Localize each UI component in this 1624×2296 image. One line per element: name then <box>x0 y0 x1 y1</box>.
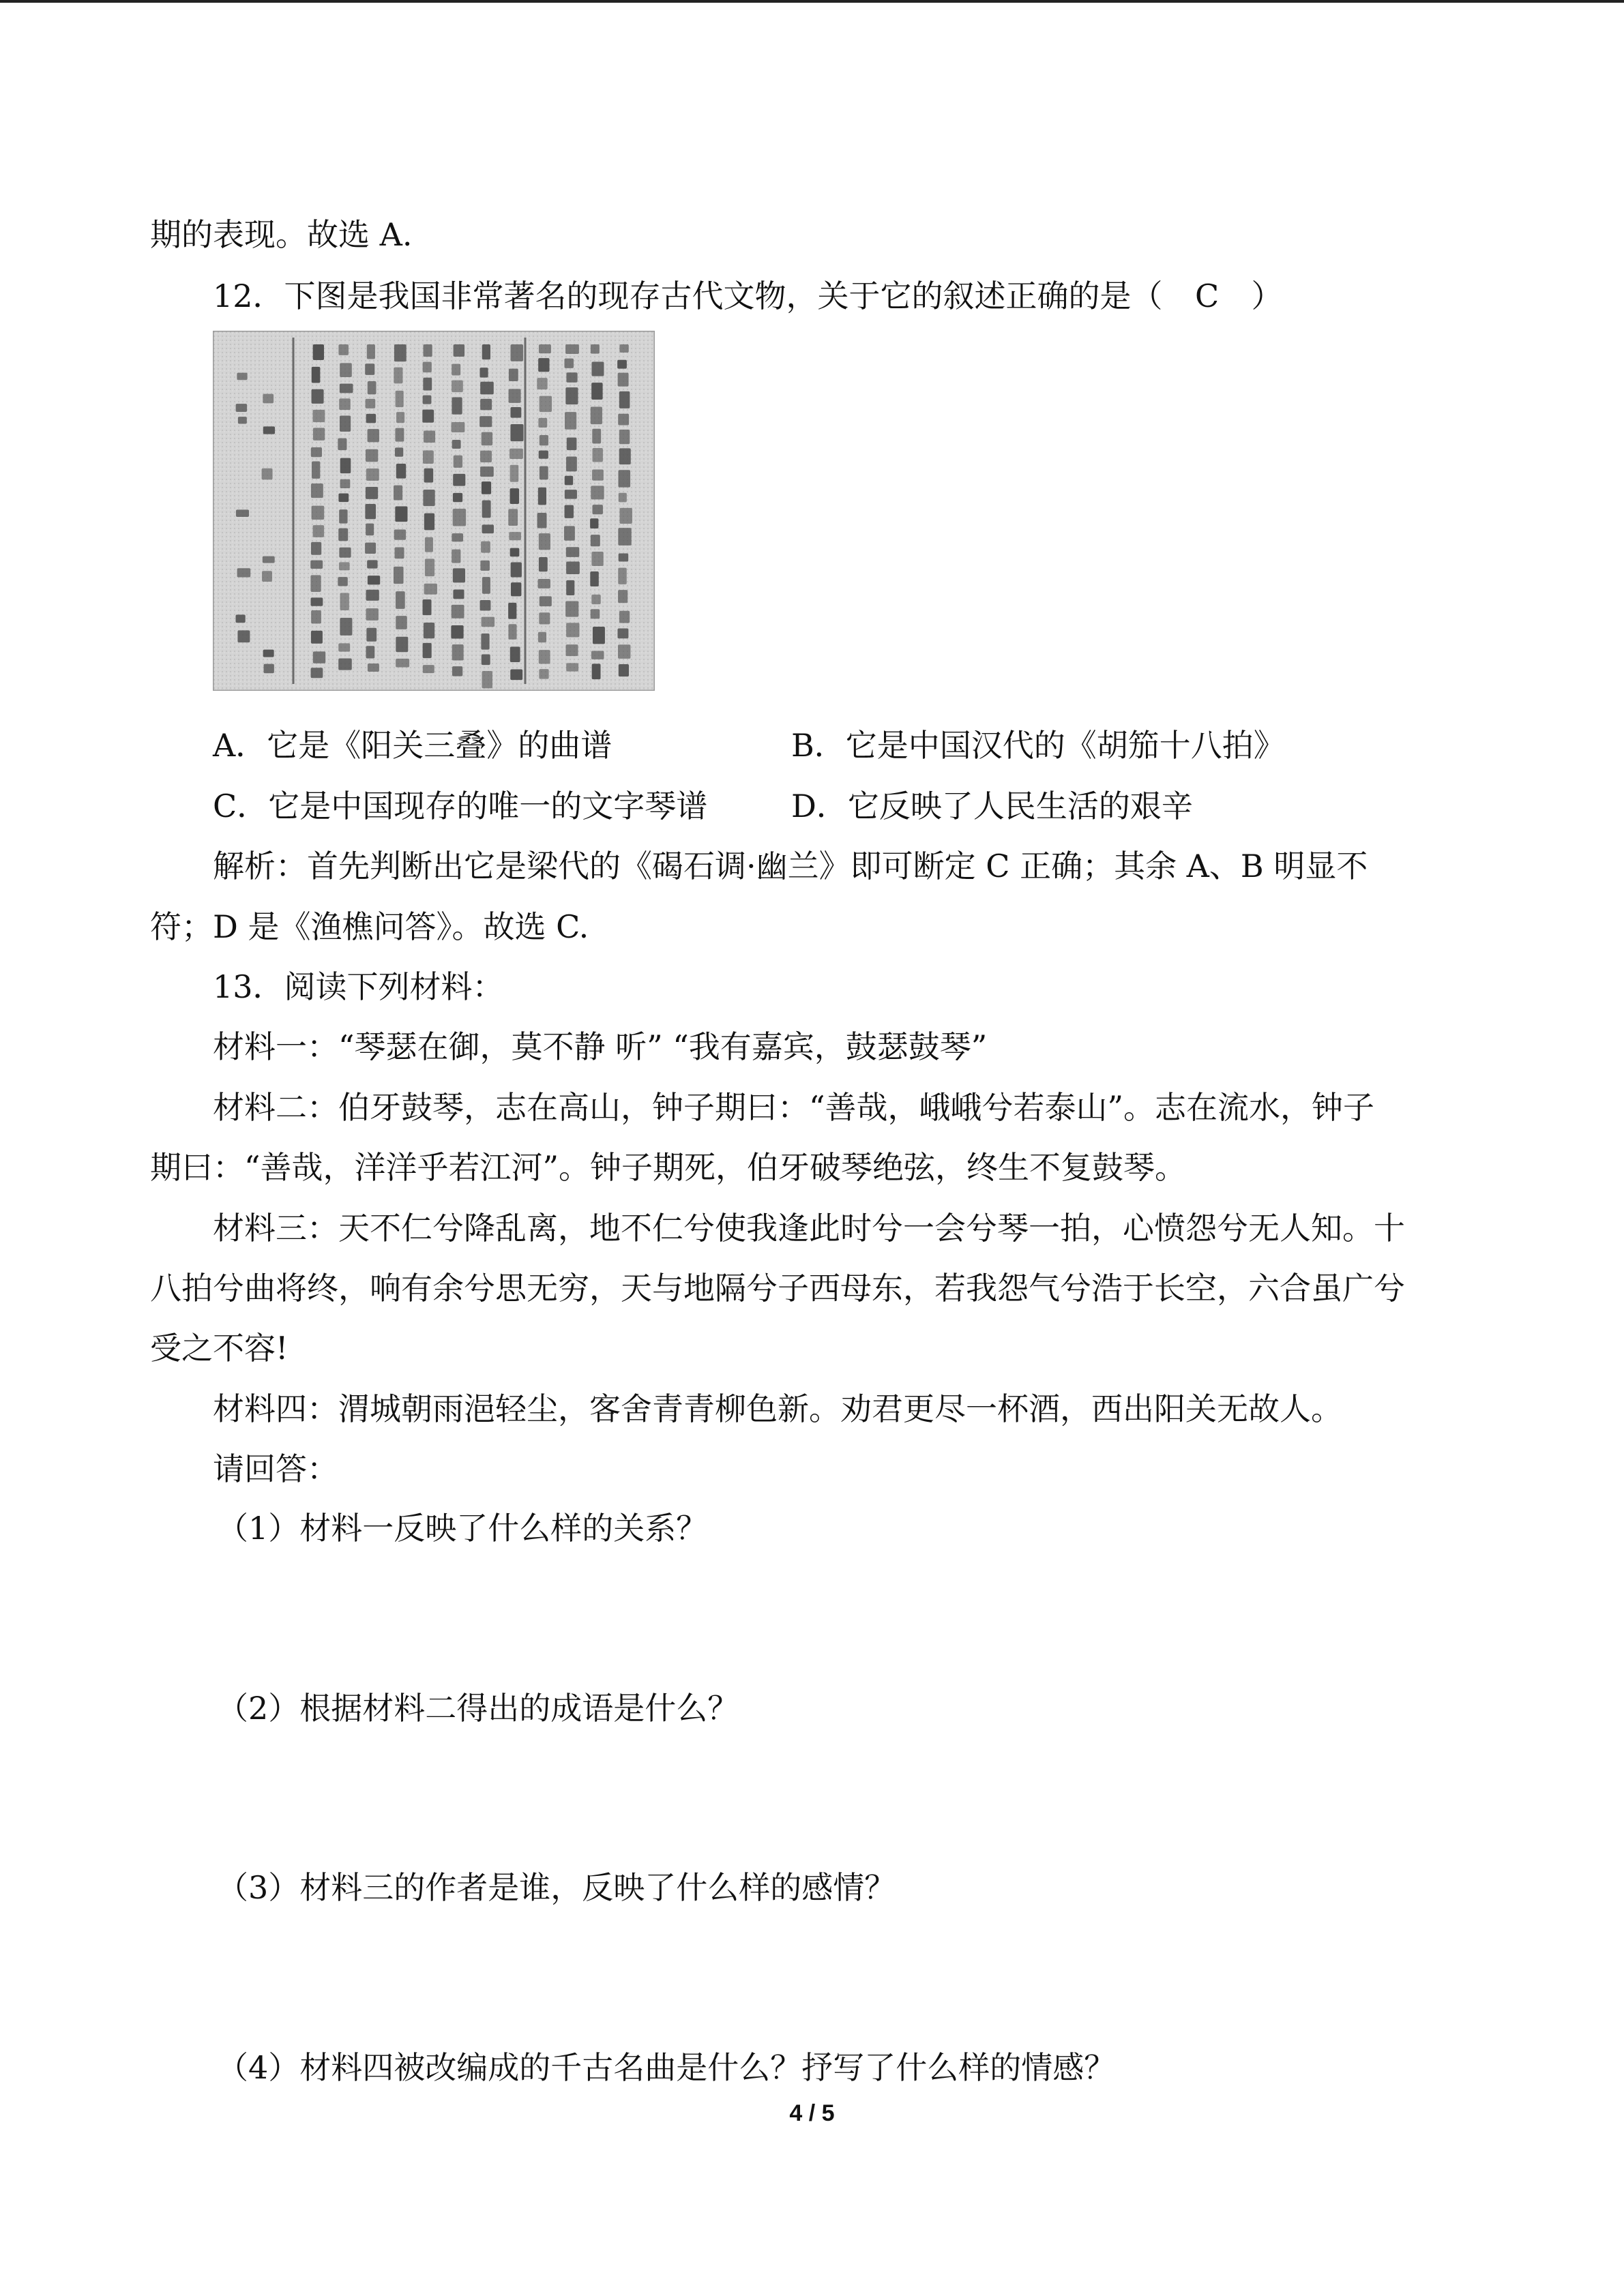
manuscript-glyph <box>454 344 464 357</box>
manuscript-glyph <box>368 576 380 584</box>
manuscript-glyph <box>508 624 516 640</box>
manuscript-glyph <box>480 382 494 395</box>
manuscript-glyph <box>424 344 432 357</box>
question-13-stem: 13．阅读下列材料： <box>213 968 504 1005</box>
manuscript-glyph <box>338 577 347 586</box>
manuscript-glyph <box>619 554 628 562</box>
prev-answer-line: 期的表现。故选 A. <box>150 216 413 253</box>
manuscript-glyph <box>591 344 600 354</box>
manuscript-glyph <box>396 464 406 479</box>
manuscript-glyph <box>565 476 573 486</box>
manuscript-glyph <box>619 508 632 524</box>
manuscript-glyph <box>395 428 404 442</box>
manuscript-glyph <box>510 465 519 482</box>
material-2-line-1: 材料二：伯牙鼓琴，志在高山，钟子期曰：“善哉，峨峨兮若泰山”。志在流水，钟子 <box>213 1089 1375 1126</box>
manuscript-glyph <box>592 505 602 514</box>
manuscript-glyph <box>566 663 578 671</box>
manuscript-glyph <box>262 571 272 582</box>
manuscript-glyph <box>396 637 408 653</box>
manuscript-glyph <box>482 432 492 446</box>
manuscript-glyph <box>366 646 375 658</box>
manuscript-glyph <box>539 669 548 679</box>
manuscript-glyph <box>396 412 404 423</box>
manuscript-glyph <box>482 481 491 494</box>
manuscript-glyph <box>313 525 325 537</box>
manuscript-glyph <box>340 415 351 432</box>
material-4: 材料四：渭城朝雨浥轻尘，客舍青青柳色新。劝君更尽一杯酒，西出阳关无故人。 <box>213 1390 1342 1427</box>
manuscript-glyph <box>366 468 379 481</box>
manuscript-glyph <box>394 530 406 540</box>
manuscript-glyph <box>238 417 247 423</box>
manuscript-glyph <box>338 528 348 541</box>
manuscript-glyph <box>452 550 460 563</box>
manuscript-glyph <box>566 457 577 472</box>
material-3-line-3: 受之不容! <box>150 1330 289 1367</box>
question-12-close-paren: ） <box>1251 278 1283 314</box>
manuscript-glyph <box>394 344 407 361</box>
manuscript-glyph <box>591 609 600 618</box>
manuscript-glyph <box>590 518 598 528</box>
manuscript-glyph <box>365 363 374 375</box>
manuscript-glyph <box>510 548 520 557</box>
manuscript-glyph <box>452 666 462 676</box>
manuscript-glyph <box>313 428 325 441</box>
manuscript-glyph <box>263 394 274 404</box>
manuscript-glyph <box>423 451 434 464</box>
material-3-line-1: 材料三：天不仁兮降乱离，地不仁兮使我逢此时兮一会兮琴一拍，心愤怨兮无人知。十 <box>213 1210 1405 1247</box>
manuscript-glyph <box>367 344 375 359</box>
manuscript-glyph <box>452 533 463 541</box>
manuscript-glyph <box>452 364 460 376</box>
manuscript-glyph <box>508 509 518 526</box>
manuscript-glyph <box>396 659 409 668</box>
manuscript-glyph <box>312 389 324 404</box>
manuscript-glyph <box>310 575 321 592</box>
manuscript-glyph <box>423 665 434 673</box>
manuscript-glyph <box>565 344 579 354</box>
manuscript-glyph <box>366 487 378 499</box>
manuscript-glyph <box>619 664 629 676</box>
manuscript-glyph <box>482 501 491 518</box>
manuscript-glyph <box>509 369 518 381</box>
manuscript-glyph <box>539 557 548 571</box>
manuscript-glyph <box>312 461 320 478</box>
manuscript-glyph <box>368 429 379 442</box>
manuscript-glyph <box>311 631 323 644</box>
manuscript-glyph <box>395 507 407 522</box>
manuscript-glyph <box>482 617 495 627</box>
manuscript-glyph <box>394 486 402 501</box>
manuscript-glyph <box>565 490 577 499</box>
manuscript-glyph <box>396 616 407 629</box>
manuscript-glyph <box>422 410 434 423</box>
manuscript-glyph <box>453 493 462 502</box>
top-border <box>0 0 1624 3</box>
manuscript-glyph <box>617 360 627 369</box>
manuscript-glyph <box>453 589 464 599</box>
manuscript-glyph <box>619 493 627 503</box>
manuscript-glyph <box>618 568 627 584</box>
manuscript-glyph <box>540 396 552 412</box>
manuscript-glyph <box>396 591 405 609</box>
manuscript-glyph <box>510 488 520 504</box>
manuscript-glyph <box>538 488 546 505</box>
manuscript-glyph <box>565 387 578 404</box>
option-a: A．它是《阳关三叠》的曲谱 <box>213 727 612 764</box>
material-2-line-2: 期曰：“善哉，洋洋乎若江河”。钟子期死，伯牙破琴绝弦，终生不复鼓琴。 <box>150 1149 1187 1186</box>
manuscript-glyph <box>565 601 578 616</box>
manuscript-glyph <box>480 600 491 610</box>
manuscript-glyph <box>338 344 349 355</box>
question-12-answer: C <box>1194 278 1220 314</box>
manuscript-glyph <box>365 504 376 519</box>
manuscript-glyph <box>590 571 598 586</box>
manuscript-glyph <box>481 541 490 553</box>
manuscript-glyph <box>423 362 432 372</box>
manuscript-glyph <box>592 664 601 679</box>
manuscript-glyph <box>591 486 604 499</box>
option-d: D．它反映了人民生活的艰辛 <box>791 788 1193 824</box>
manuscript-glyph <box>510 646 520 662</box>
manuscript-glyph <box>538 579 550 588</box>
manuscript-glyph <box>340 363 352 377</box>
manuscript-glyph <box>368 664 379 672</box>
manuscript-glyph <box>592 429 601 444</box>
manuscript-glyph <box>340 618 352 636</box>
manuscript-glyph <box>395 548 404 559</box>
manuscript-glyph <box>591 406 602 424</box>
manuscript-glyph <box>423 378 432 391</box>
ancient-score-svg <box>213 331 655 691</box>
manuscript-glyph <box>510 449 523 459</box>
manuscript-glyph <box>339 398 351 410</box>
manuscript-glyph <box>510 424 523 441</box>
ancient-score-image <box>213 331 655 691</box>
manuscript-glyph <box>509 532 521 540</box>
manuscript-glyph <box>263 556 275 563</box>
manuscript-glyph <box>452 440 461 449</box>
manuscript-glyph <box>262 468 273 480</box>
manuscript-glyph <box>394 567 404 584</box>
question-12-stem <box>213 275 1283 316</box>
manuscript-glyph <box>480 451 492 462</box>
manuscript-glyph <box>236 614 246 623</box>
manuscript-glyph <box>618 470 630 487</box>
manuscript-glyph <box>482 524 494 533</box>
manuscript-glyph <box>566 623 579 637</box>
explanation-line-1: 解析：首先判断出它是梁代的《碣石调·幽兰》即可断定 C 正确；其余 A、B 明显不 <box>213 848 1368 884</box>
option-c: C．它是中国现存的唯一的文字琴谱 <box>213 788 708 824</box>
manuscript-glyph <box>311 542 321 555</box>
manuscript-glyph <box>539 344 551 353</box>
manuscript-glyph <box>366 590 379 601</box>
sub-question-1: （1）材料一反映了什么样的关系？ <box>217 1510 708 1547</box>
manuscript-glyph <box>313 410 325 422</box>
manuscript-glyph <box>338 493 349 502</box>
manuscript-glyph <box>508 603 516 619</box>
manuscript-glyph <box>592 448 602 462</box>
manuscript-glyph <box>619 611 630 623</box>
manuscript-glyph <box>453 474 465 486</box>
manuscript-glyph <box>424 430 435 443</box>
material-1: 材料一：“琴瑟在御，莫不静 听” “我有嘉宾，鼓瑟鼓琴” <box>213 1028 988 1065</box>
manuscript-glyph <box>566 562 580 575</box>
manuscript-glyph <box>565 505 574 518</box>
manuscript-glyph <box>340 384 353 393</box>
manuscript-glyph <box>567 438 577 451</box>
manuscript-glyph <box>538 418 547 428</box>
manuscript-glyph <box>566 372 577 383</box>
manuscript-glyph <box>338 658 352 670</box>
manuscript-glyph <box>395 447 403 456</box>
manuscript-glyph <box>236 509 249 517</box>
manuscript-glyph <box>313 651 325 663</box>
manuscript-glyph <box>618 528 631 546</box>
manuscript-glyph <box>510 669 522 680</box>
manuscript-glyph <box>509 389 521 403</box>
manuscript-glyph <box>618 373 629 387</box>
manuscript-glyph <box>591 651 604 659</box>
manuscript-glyph <box>451 625 463 639</box>
manuscript-glyph <box>591 552 603 566</box>
manuscript-glyph <box>618 414 629 426</box>
manuscript-glyph <box>237 630 250 642</box>
manuscript-glyph <box>617 629 628 639</box>
answer-prompt: 请回答： <box>213 1450 338 1487</box>
manuscript-glyph <box>511 582 521 596</box>
manuscript-glyph <box>564 359 574 368</box>
manuscript-glyph <box>311 668 323 678</box>
manuscript-glyph <box>263 426 275 434</box>
manuscript-glyph <box>340 593 349 610</box>
sub-question-2: （2）根据材料二得出的成语是什么？ <box>217 1690 739 1727</box>
manuscript-glyph <box>618 590 628 603</box>
manuscript-glyph <box>365 543 376 554</box>
manuscript-glyph <box>481 633 489 650</box>
sub-question-4: （4）材料四被改编成的千古名曲是什么？抒写了什么样的情感？ <box>217 2049 1116 2086</box>
manuscript-glyph <box>423 490 434 506</box>
manuscript-glyph <box>237 373 247 381</box>
manuscript-glyph <box>313 344 324 360</box>
manuscript-glyph <box>340 479 351 488</box>
manuscript-glyph <box>540 466 548 480</box>
material-3-line-2: 八拍兮曲将终，响有余兮思无穷，天与地隔兮子西母东，若我怨气兮浩于长空，六合虽广兮 <box>150 1270 1405 1307</box>
manuscript-glyph <box>312 367 321 383</box>
manuscript-glyph <box>452 398 462 415</box>
manuscript-glyph <box>311 597 323 606</box>
manuscript-glyph <box>591 535 600 546</box>
manuscript-glyph <box>366 449 378 462</box>
manuscript-glyph <box>452 422 465 432</box>
manuscript-glyph <box>368 381 377 394</box>
manuscript-glyph <box>452 381 463 393</box>
manuscript-glyph <box>452 644 464 661</box>
manuscript-glyph <box>540 596 552 606</box>
manuscript-glyph <box>591 383 602 400</box>
manuscript-glyph <box>423 643 432 658</box>
manuscript-glyph <box>453 568 465 582</box>
manuscript-glyph <box>394 368 402 384</box>
manuscript-glyph <box>479 416 492 427</box>
manuscript-glyph <box>453 509 466 526</box>
manuscript-glyph <box>510 407 521 418</box>
manuscript-glyph <box>366 414 376 423</box>
manuscript-glyph <box>339 548 351 558</box>
manuscript-glyph <box>540 435 548 445</box>
manuscript-glyph <box>264 664 274 674</box>
manuscript-glyph <box>482 671 492 688</box>
manuscript-glyph <box>482 577 490 594</box>
manuscript-glyph <box>424 623 434 638</box>
manuscript-glyph <box>367 560 377 568</box>
manuscript-glyph <box>539 612 550 624</box>
manuscript-glyph <box>423 396 432 404</box>
manuscript-glyph <box>396 391 404 407</box>
manuscript-glyph <box>312 506 325 520</box>
manuscript-glyph <box>591 595 600 604</box>
page-number: 4 / 5 <box>789 2100 835 2126</box>
manuscript-glyph <box>591 362 604 376</box>
manuscript-glyph <box>424 468 434 483</box>
manuscript-glyph <box>537 378 547 389</box>
manuscript-glyph <box>619 344 628 353</box>
manuscript-glyph <box>566 547 579 557</box>
manuscript-glyph <box>366 628 377 642</box>
manuscript-glyph <box>592 469 604 480</box>
manuscript-glyph <box>366 524 374 536</box>
manuscript-glyph <box>539 533 550 550</box>
explanation-line-2: 符；D 是《渔樵问答》。故选 C. <box>150 908 589 945</box>
manuscript-glyph <box>338 643 350 651</box>
manuscript-glyph <box>482 654 490 665</box>
sub-question-3: （3）材料三的作者是谁，反映了什么样的感情？ <box>217 1869 896 1906</box>
manuscript-glyph <box>538 358 549 372</box>
manuscript-glyph <box>338 438 346 450</box>
manuscript-glyph <box>619 391 630 408</box>
manuscript-glyph <box>566 644 578 656</box>
manuscript-glyph <box>452 605 464 618</box>
manuscript-glyph <box>619 430 630 444</box>
manuscript-glyph <box>511 562 522 577</box>
manuscript-glyph <box>566 580 574 595</box>
manuscript-glyph <box>339 509 347 524</box>
manuscript-glyph <box>480 466 494 477</box>
manuscript-glyph <box>263 650 274 657</box>
manuscript-glyph <box>593 627 605 644</box>
manuscript-glyph <box>619 448 631 464</box>
manuscript-glyph <box>539 451 548 459</box>
manuscript-glyph <box>565 412 576 430</box>
manuscript-glyph <box>424 584 437 595</box>
manuscript-glyph <box>339 562 350 570</box>
manuscript-glyph <box>510 344 523 361</box>
manuscript-glyph <box>310 561 323 569</box>
manuscript-glyph <box>537 513 547 528</box>
manuscript-glyph <box>480 399 492 410</box>
manuscript-glyph <box>479 368 488 377</box>
manuscript-glyph <box>311 483 323 498</box>
manuscript-glyph <box>454 456 462 468</box>
manuscript-glyph <box>539 650 550 664</box>
question-12-text: 12．下图是我国非常著名的现存古代文物，关于它的叙述正确的是（ <box>213 278 1163 314</box>
manuscript-glyph <box>236 404 247 412</box>
manuscript-glyph <box>423 599 432 615</box>
manuscript-glyph <box>340 458 351 474</box>
manuscript-glyph <box>425 558 434 576</box>
manuscript-glyph <box>366 608 379 621</box>
manuscript-glyph <box>618 644 630 659</box>
manuscript-glyph <box>237 568 251 577</box>
manuscript-glyph <box>311 447 322 457</box>
manuscript-glyph <box>424 513 434 531</box>
manuscript-glyph <box>366 399 376 408</box>
manuscript-glyph <box>425 537 433 552</box>
manuscript-glyph <box>311 610 321 624</box>
manuscript-glyph <box>480 561 490 571</box>
manuscript-glyph <box>482 344 490 359</box>
option-b: B．它是中国汉代的《胡笳十八拍》 <box>791 727 1285 764</box>
manuscript-glyph <box>564 526 575 540</box>
manuscript-glyph <box>538 632 546 642</box>
